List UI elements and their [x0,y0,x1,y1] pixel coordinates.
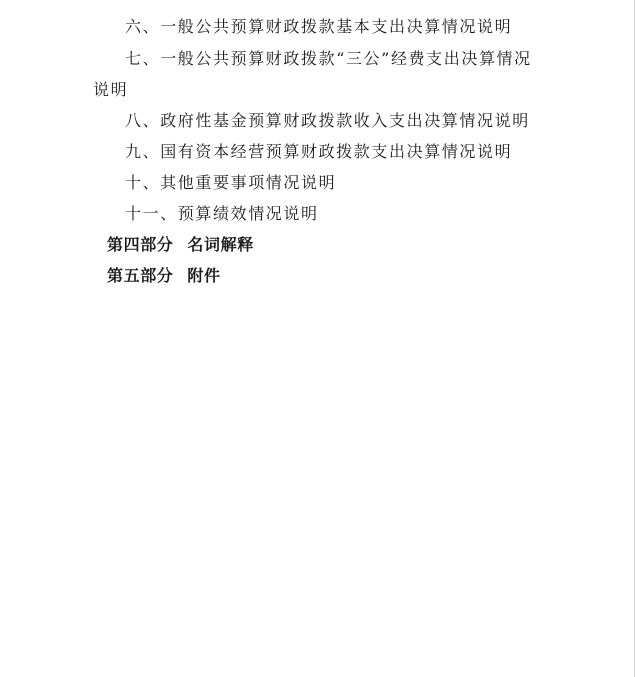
toc-item-8: 八、政府性基金预算财政拨款收入支出决算情况说明 [125,111,530,130]
toc-part-4-title: 名词解释 [187,235,254,254]
toc-item-7-line-2: 说明 [93,80,129,99]
toc-part-4 [107,235,254,255]
toc-item-10: 十、其他重要事项情况说明 [125,173,337,192]
toc-item-7-line-1: 七、一般公共预算财政拨款“三公”经费支出决算情况 [125,49,532,68]
toc-item-6: 六、一般公共预算财政拨款基本支出决算情况说明 [125,17,513,36]
toc-part-5-number: 第五部分 [107,266,174,285]
toc-part-5-title: 附件 [187,266,221,285]
toc-item-11: 十一、预算绩效情况说明 [125,204,319,223]
toc-item-9: 九、国有资本经营预算财政拨款支出决算情况说明 [125,142,513,161]
toc-part-4-number: 第四部分 [107,235,174,254]
toc-part-5 [107,266,221,286]
